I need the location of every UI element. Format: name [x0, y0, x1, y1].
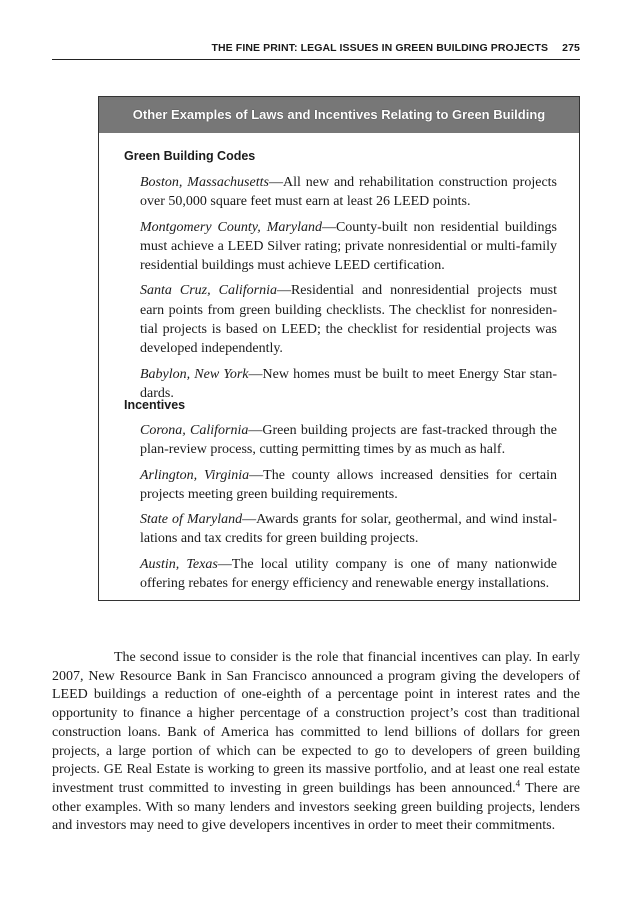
incentives-list — [140, 421, 557, 599]
list-item: Babylon, New York—New homes must be built to meet Energy Star standards. — [140, 366, 557, 401]
list-item: State of Maryland—Awards grants for solar, geothermal, and wind installations and tax credits for green building projects. — [140, 512, 557, 547]
running-title: THE FINE PRINT: LEGAL ISSUES IN GREEN BUILDING PROJECTS — [211, 42, 549, 54]
running-header — [52, 42, 580, 60]
box-title: Other Examples of Laws and Incentives Relating to Green Building — [99, 97, 579, 133]
section-heading-incentives: Incentives — [124, 398, 186, 412]
list-item: Austin, Texas—The local utility company is one of many nationwide offering rebates for energy efficiency and renewable energy installations. — [140, 556, 558, 592]
page-number: 275 — [562, 42, 580, 54]
footnote-marker: 4 — [515, 778, 521, 789]
body-paragraph: The second issue to consider is the role that financial incentives can play. In early 2007, New Resource Bank in San Francisco announced a program giving the developers of LEED buildings a reduction of one-eighth of a percentage point in interest rates and the opportunity to finance a higher percentage of a construction project’s cost than traditional construction loans. Bank of America has committed to lend billions of dollars for green projects, a large portion of which can be expected to go to developers of green building projects. GE Real Estate is working to green its massive portfolio, and at least one real estate investment trust committed to investing in green buildings has been announced.$^4$ There are other examples. With so many lenders and investors seeking green building projects, lenders and investors may need to give developers incentives in order to meet their commitments. — [52, 650, 580, 834]
list-item: Arlington, Virginia—The county allows increased densities for certain projects meeting green building requirements. — [140, 467, 558, 502]
sidebar-box — [98, 96, 580, 601]
list-item: Boston, Massachusetts—All new and rehabilitation construction projects over 50,000 square feet must earn at least 26 LEED points. — [140, 175, 557, 210]
list-item: Santa Cruz, California—Residential and nonresidential projects must earn points from green building checklists. The checklist for nonresidential projects is based on LEED; the checklist for residential projects was developed independently. — [140, 283, 558, 357]
section-heading-green-building-codes: Green Building Codes — [124, 149, 256, 163]
green-building-codes-list — [140, 173, 557, 409]
list-item: Corona, California—Green building projects are fast-tracked through the plan-review process, cutting permitting times by as much as half. — [140, 423, 557, 458]
list-item: Montgomery County, Maryland—County-built non residential buildings must achieve a LEED Silver rating; private nonresidential or multi-family residential buildings must achieve LEED certification. — [140, 219, 557, 274]
